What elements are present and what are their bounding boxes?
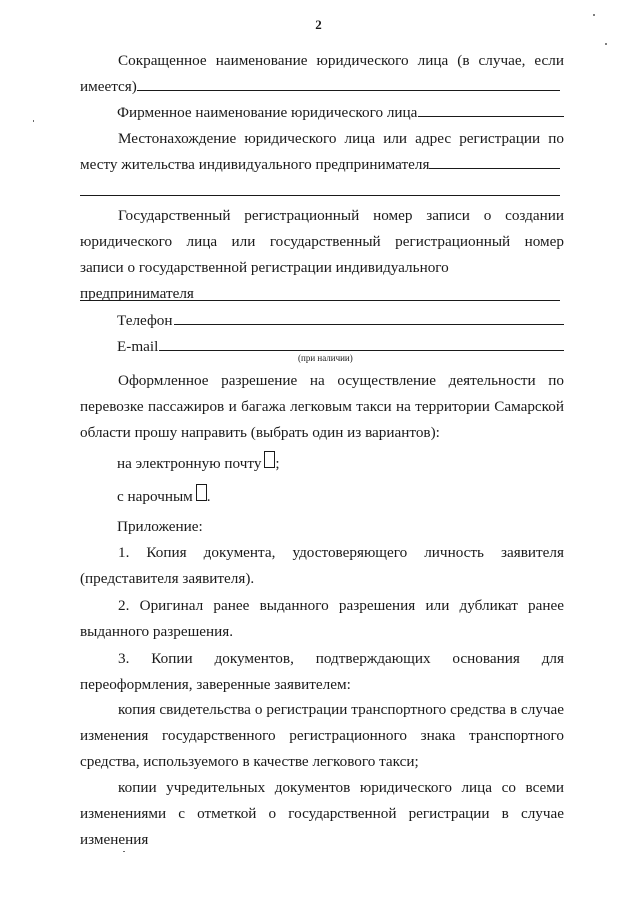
reg-number-label-line3: записи о государственной регистрации индивидуального предпринимателя: [80, 259, 449, 302]
appendix-item-3a: копия свидетельства о регистрации транспортного средства в случае изменения государственного регистрационного знака транспортного средства, используемого в качестве легкового такси;: [80, 701, 564, 770]
appendix-item-3b: копии учредительных документов юридического лица со всеми изменениями с отметкой о государственной регистрации в случае изменения: [80, 779, 564, 848]
location-field: [80, 126, 564, 178]
short-name-label-line2: имеется): [80, 78, 137, 95]
reg-number-field: [80, 203, 564, 307]
scan-speck: [123, 851, 125, 852]
delivery-option-email-label: на электронную почту: [117, 455, 262, 472]
email-hint: (при наличии): [298, 353, 353, 363]
delivery-option-courier: [117, 484, 564, 510]
reg-number-label-line1: Государственный регистрационный номер записи о создании: [118, 207, 564, 224]
appendix-title: Приложение:: [117, 518, 203, 535]
phone-field: [117, 308, 564, 334]
reg-number-input-line[interactable]: [80, 300, 560, 301]
short-name-label-line1: Сокращенное наименование юридического лица (в случае, если: [118, 52, 564, 69]
short-name-input-line[interactable]: [137, 75, 560, 91]
short-name-field: [80, 48, 564, 100]
brand-name-field: [117, 100, 564, 126]
scan-speck: [593, 14, 595, 16]
appendix-item-3: 3. Копии документов, подтверждающих основания для переоформления, заверенные заявителем:: [80, 650, 564, 693]
page-number: 2: [315, 17, 322, 32]
reg-number-label-line2: юридического лица или государственный регистрационный номер: [80, 233, 564, 250]
email-label: E-mail: [117, 338, 159, 355]
delivery-option-courier-suffix: .: [206, 488, 211, 505]
phone-input-line[interactable]: [174, 309, 564, 325]
location-input-line[interactable]: [429, 153, 560, 169]
brand-name-input-line[interactable]: [418, 101, 564, 117]
courier-checkbox[interactable]: [196, 484, 207, 501]
email-checkbox[interactable]: [264, 451, 275, 468]
phone-label: Телефон: [117, 312, 173, 329]
scan-speck: [605, 43, 607, 45]
email-input-line[interactable]: [159, 335, 564, 351]
brand-name-label: Фирменное наименование юридического лица: [117, 104, 418, 121]
appendix-item-1: 1. Копия документа, удостоверяющего личность заявителя (представителя заявителя).: [80, 544, 564, 587]
location-label-line1: Местонахождение юридического лица или адрес регистрации по: [118, 130, 564, 147]
delivery-paragraph: Оформленное разрешение на осуществление деятельности по перевозке пассажиров и багажа легковым такси на территории Самарской области прошу направить (выбрать один из вариантов):: [80, 372, 564, 441]
delivery-option-email: [117, 451, 564, 477]
location-extra-line[interactable]: [80, 195, 560, 196]
delivery-option-courier-label: с нарочным: [117, 488, 193, 505]
scan-speck: [33, 120, 34, 122]
delivery-option-email-suffix: ;: [275, 455, 280, 472]
appendix-item-2: 2. Оригинал ранее выданного разрешения или дубликат ранее выданного разрешения.: [80, 597, 564, 640]
location-label-line2: месту жительства индивидуального предпринимателя: [80, 156, 430, 173]
